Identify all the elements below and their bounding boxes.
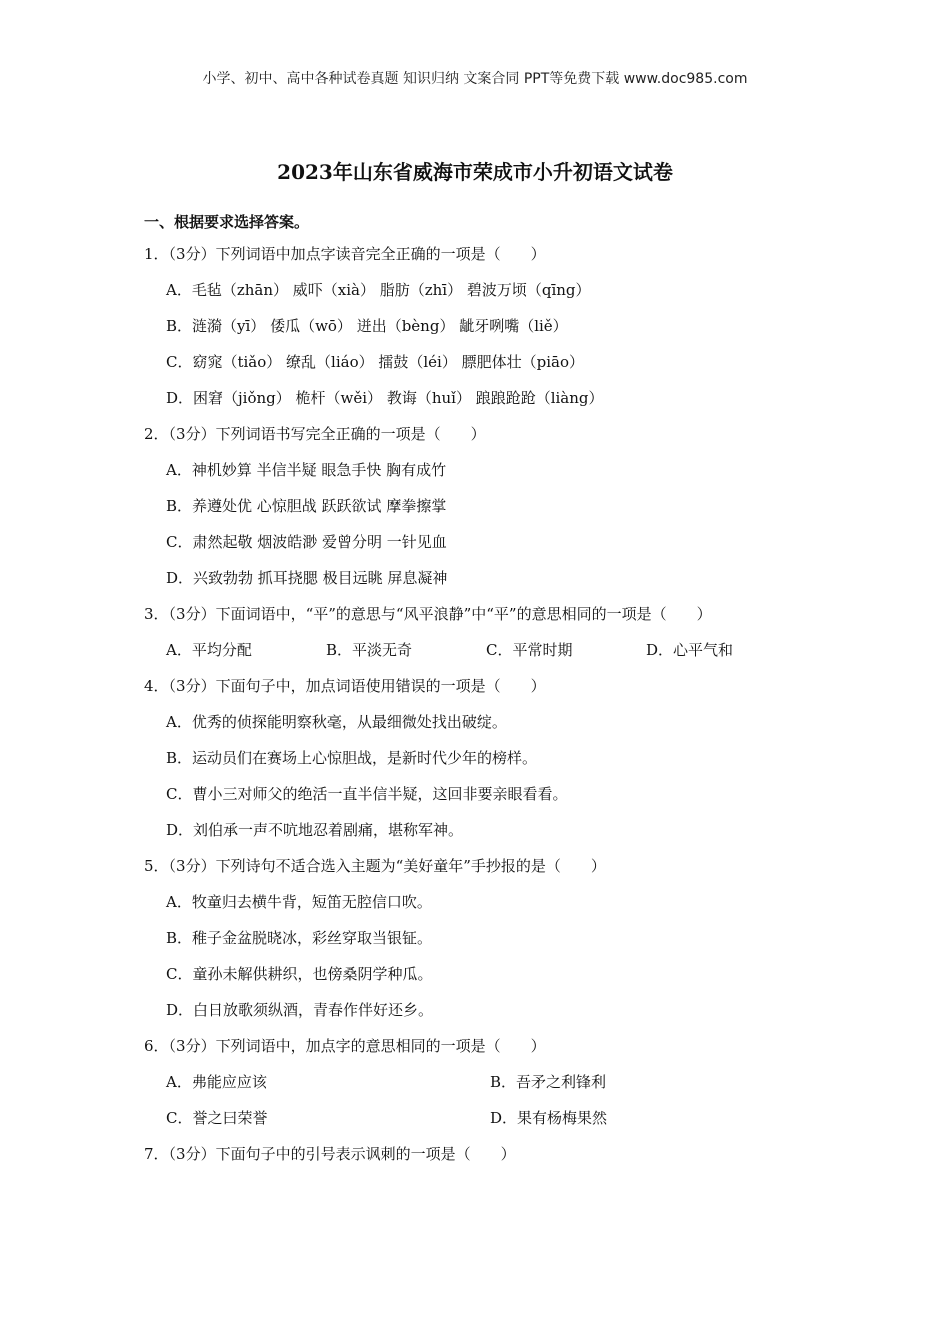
- q4-option-b: B．运动员们在赛场上心惊胆战，是新时代少年的榜样。: [166, 749, 538, 767]
- q1-option-a: A．毛毡（zhān） 威吓（xià） 脂肪（zhī） 碧波万顷（qīng）: [166, 281, 591, 299]
- q6-options-cd: [144, 1100, 814, 1136]
- q6-option-d: D．果有杨梅果然: [490, 1109, 608, 1127]
- q3-option-b: B．平淡无奇: [326, 641, 413, 659]
- q3-option-a: A．平均分配: [166, 641, 252, 659]
- page-header-banner: 小学、初中、高中各种试卷真题 知识归纳 文案合同 PPT等免费下载 www.doc985.com: [202, 71, 748, 87]
- q1-option-c: C．窈窕（tiǎo） 缭乱（liáo） 擂鼓（léi） 膘肥体壮（piāo）: [166, 353, 584, 371]
- q6-option-b: B．吾矛之利锋利: [490, 1073, 607, 1091]
- q7-stem: 7．（3分）下面句子中的引号表示讽刺的一项是（ ）: [144, 1145, 516, 1163]
- q5-stem: 5．（3分）下列诗句不适合选入主题为“美好童年”手抄报的是（ ）: [144, 857, 606, 875]
- section-heading: 一、根据要求选择答案。: [144, 213, 310, 231]
- q1-option-d: D．困窘（jiǒng） 桅杆（wěi） 教诲（huǐ） 踉踉跄跄（liàng）: [166, 389, 604, 407]
- question-list: [144, 236, 814, 1172]
- q3-option-c: C．平常时期: [486, 641, 573, 659]
- q6-options-ab: [144, 1064, 814, 1100]
- q4-option-c: C．曹小三对师父的绝活一直半信半疑，这回非要亲眼看看。: [166, 785, 568, 803]
- q4-stem: 4．（3分）下面句子中，加点词语使用错误的一项是（ ）: [144, 677, 546, 695]
- exam-title: 2023年山东省威海市荣成市小升初语文试卷: [277, 160, 673, 184]
- q5-option-a: A．牧童归去横牛背，短笛无腔信口吹。: [166, 893, 432, 911]
- q5-option-d: D．白日放歌须纵酒，青春作伴好还乡。: [166, 1001, 434, 1019]
- q2-option-c: C．肃然起敬 烟波皓渺 爱曾分明 一针见血: [166, 533, 447, 551]
- q1-stem: 1．（3分）下列词语中加点字读音完全正确的一项是（ ）: [144, 245, 546, 263]
- q2-stem: 2．（3分）下列词语书写完全正确的一项是（ ）: [144, 425, 486, 443]
- q2-option-d: D．兴致勃勃 抓耳挠腮 极目远眺 屏息凝神: [166, 569, 448, 587]
- q3-stem: 3．（3分）下面词语中，“平”的意思与“风平浪静”中“平”的意思相同的一项是（ ）: [144, 605, 712, 623]
- q2-option-a: A．神机妙算 半信半疑 眼急手快 胸有成竹: [166, 461, 447, 479]
- q5-option-c: C．童孙未解供耕织，也傍桑阴学种瓜。: [166, 965, 433, 983]
- q6-option-c: C．誉之曰荣誉: [166, 1109, 268, 1127]
- q4-option-d: D．刘伯承一声不吭地忍着剧痛，堪称军神。: [166, 821, 464, 839]
- q3-options: [144, 632, 814, 668]
- q2-option-b: B．养遵处优 心惊胆战 跃跃欲试 摩拳擦掌: [166, 497, 447, 515]
- q6-option-a: A．弗能应应该: [166, 1073, 267, 1091]
- q4-option-a: A．优秀的侦探能明察秋毫，从最细微处找出破绽。: [166, 713, 507, 731]
- q3-option-d: D．心平气和: [646, 641, 734, 659]
- q5-option-b: B．稚子金盆脱晓冰，彩丝穿取当银钲。: [166, 929, 433, 947]
- q1-option-b: B．涟漪（yī） 倭瓜（wō） 迸出（bèng） 龇牙咧嘴（liě）: [166, 317, 568, 335]
- q6-stem: 6．（3分）下列词语中，加点字的意思相同的一项是（ ）: [144, 1037, 546, 1055]
